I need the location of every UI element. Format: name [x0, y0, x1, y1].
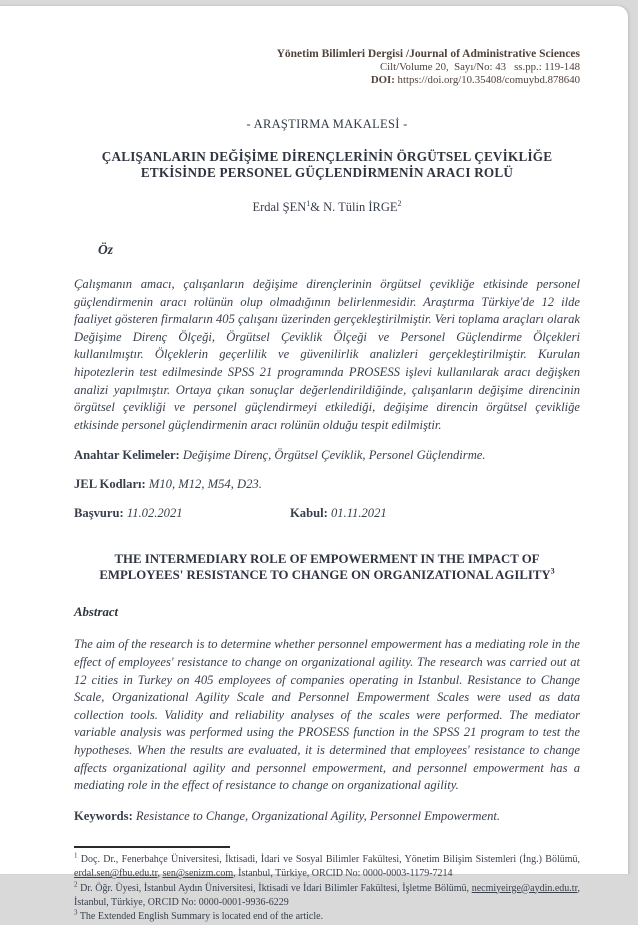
journal-doi — [74, 74, 580, 87]
english-title-footnote-ref: 3 — [551, 567, 555, 576]
footnote-separator-rule — [74, 846, 230, 848]
footnote-3-number: 3 — [74, 909, 78, 917]
keywords-line-english — [74, 809, 580, 824]
article-title-turkish: ÇALIŞANLARIN DEĞİŞİME DİRENÇLERİNİN ÖRGÜTSEL ÇEVİKLİĞE ETKİSİNDE PERSONEL GÜÇLENDİRMENİN ARACI ROLÜ — [77, 149, 577, 180]
keywords-value-english: Resistance to Change, Organizational Agility, Personnel Empowerment. — [133, 809, 500, 823]
submission-date-label: Başvuru: — [74, 506, 124, 520]
jel-codes-label: JEL Kodları: — [74, 477, 146, 491]
abstract-text-english: The aim of the research is to determine whether personnel empowerment has a mediating role in the effect of employees' resistance to change on organizational agility. The research was carried out at 12 cities in Turkey on 405 employees of companies operating in Istanbul. Resistance to Change Scale, Organizational Agility Scale and Personnel Empowerment Scales were used as data collection tools. Validity and reliability analyses of the scales were performed. The mediator variable analysis was performed using the PROSESS function in the SPSS 21 program to test the hypotheses. When the results are evaluated, it is determined that employees' resistance to change affects organizational agility and personnel empowerment, and personnel empowerment has a mediating role in the effect of resistance to change on organizational agility. — [74, 636, 580, 794]
keywords-line-turkish — [74, 448, 580, 463]
author-2: & N. Tülin İRGE — [310, 200, 397, 214]
scanned-page — [0, 5, 629, 874]
acceptance-date-label: Kabul: — [290, 506, 328, 520]
footnote-2-text-2: , İstanbul, Türkiye, ORCID No: 0000-0001-9936-6229 — [74, 883, 580, 908]
submission-date-value: 11.02.2021 — [124, 506, 183, 520]
author-1: Erdal ŞEN — [252, 200, 306, 214]
author-1-footnote-ref: 1 — [306, 199, 310, 208]
doi-url: https://doi.org/10.35408/comuybd.878640 — [395, 74, 580, 86]
footnote-2-email-link[interactable]: necmiyeirge@aydin.edu.tr — [472, 883, 578, 894]
keywords-label-turkish: Anahtar Kelimeler: — [74, 448, 180, 462]
acceptance-date-value: 01.11.2021 — [328, 506, 387, 520]
abstract-heading-turkish: Öz — [98, 242, 580, 258]
submission-dates-row — [74, 506, 580, 521]
footnote-1-email-link-2[interactable]: sen@senizm.com — [163, 868, 234, 879]
author-2-footnote-ref: 2 — [398, 199, 402, 208]
footnote-1-text: Doç. Dr., Fenerbahçe Üniversitesi, İktisadi, İdari ve Sosyal Bilimler Fakültesi, Yönetim Bilişim Sistemleri (İng.) Bölümü, — [78, 854, 581, 865]
page-content — [0, 6, 628, 925]
article-type-label: - ARAŞTIRMA MAKALESİ - — [74, 117, 580, 132]
footnote-1 — [74, 853, 580, 882]
keywords-label-english: Keywords: — [74, 809, 133, 823]
footnote-1-number: 1 — [74, 851, 78, 859]
article-title-english-text: THE INTERMEDIARY ROLE OF EMPOWERMENT IN THE IMPACT OF EMPLOYEES' RESISTANCE TO CHANGE ON ORGANIZATIONAL AGILITY — [99, 552, 550, 582]
jel-codes-value: M10, M12, M54, D23. — [146, 477, 262, 491]
footnote-1-text-2: , — [158, 868, 163, 879]
footnote-2-text: Dr. Öğr. Üyesi, İstanbul Aydın Üniversitesi, İktisadi ve İdari Bilimler Fakültesi, İşletme Bölümü, — [78, 883, 472, 894]
journal-header — [74, 48, 580, 87]
footnote-3-text: The Extended English Summary is located end of the article. — [78, 911, 324, 922]
doi-label: DOI: — [371, 74, 395, 86]
keywords-value-turkish: Değişime Direnç, Örgütsel Çeviklik, Personel Güçlendirme. — [180, 448, 486, 462]
submission-date-cell — [74, 506, 290, 521]
footnote-2-number: 2 — [74, 880, 78, 888]
journal-issue-info: Cilt/Volume 20, Sayı/No: 43 ss.pp.: 119-148 — [74, 61, 580, 74]
authors-line — [74, 200, 580, 215]
article-title-english — [82, 551, 572, 583]
acceptance-date-cell — [290, 506, 387, 520]
abstract-heading-english: Abstract — [74, 605, 580, 620]
abstract-text-turkish: Çalışmanın amacı, çalışanların değişime dirençlerinin örgütsel çevikliğe etkisinde personel güçlendirmenin aracı rolünün olup olmadığının belirlenmesidir. Araştırma Türkiye'de 12 ilde faaliyet gösteren firmaların 405 çalışanı üzerinden gerçekleştirilmiştir. Veri toplama araçları olarak Değişime Direnç Ölçeği, Örgütsel Çeviklik Ölçeği ve Personel Güçlendirme Ölçekleri kullanılmıştır. Ölçeklerin geçerlilik ve güvenilirlik analizleri gerçekleştirilmiştir. Kurulan hipotezlerin test edilmesinde SPSS 21 programında PROSESS işlevi kullanılarak aracı değişken analizi yapılmıştır. Ortaya çıkan sonuçlar değerlendirildiğinde, çalışanların değişime direncinin örgütsel çevikliği ve personel güçlendirmeyi etkilediği, değişime direncin örgütsel çevikliğe etkisinde personel güçlendirmenin aracı rolünün olduğu tespit edilmiştir. — [74, 276, 580, 434]
footnote-3 — [74, 910, 580, 924]
footnote-1-text-3: , İstanbul, Türkiye, ORCID No: 0000-0003-1179-7214 — [233, 868, 452, 879]
footnote-1-email-link-1[interactable]: erdal.sen@fbu.edu.tr — [74, 868, 158, 879]
jel-codes-line — [74, 477, 580, 492]
footnote-2 — [74, 882, 580, 911]
journal-name: Yönetim Bilimleri Dergisi /Journal of Administrative Sciences — [74, 48, 580, 61]
